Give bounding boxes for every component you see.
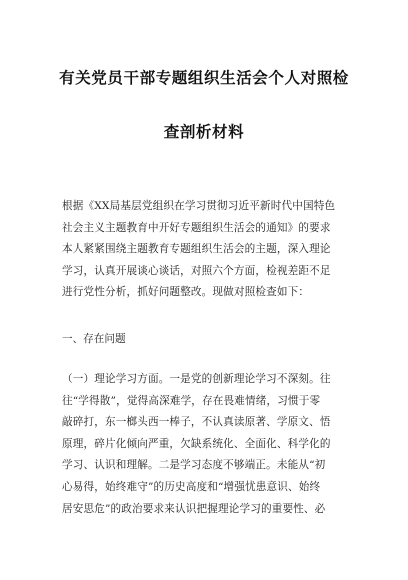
document-title-line-2: 查剖析材料 [163,123,245,141]
intro-line: 进行党性分析，抓好问题整改。现做对照检查如下： [62,286,310,299]
section-line: 原理，碎片化倾向严重，欠缺系统化、全面化、科学化的 [62,437,331,450]
intro-line: 学习，认真开展谈心谈话，对照六个方面，检视差距不足 [62,264,331,277]
section-line: 敲碎打，东一榔头西一棒子，不认真读原著、学原文、悟 [62,416,331,429]
intro-paragraph [62,196,348,304]
section-line: 学习、认识和理解。二是学习态度不够端正。未能从“初 [62,459,326,472]
intro-line: 本人紧紧围绕主题教育专题组织生活会的主题，深入理论 [62,243,331,256]
intro-line: 根据《XX局基层党组织在学习贯彻习近平新时代中国特色 [62,200,336,212]
section-line: （一）理论学习方面。一是党的创新理论学习不深刻。往 [62,373,331,385]
section-paragraph [62,369,348,520]
intro-line: 社会主义主题教育中开好专题组织生活会的通知》的要求 [62,221,331,234]
section-line: 往“学得散”，觉得高深难学，存在畏难情绪，习惯于零 [62,394,321,407]
section-line: 居安思危”的政治要求来认识把握理论学习的重要性、必 [62,502,326,515]
section-line: 心易得，始终难守”的历史高度和“增强忧患意识、始终 [62,480,321,493]
section-heading: 一、存在问题 [62,333,126,345]
document-title-line-1: 有关党员干部专题组织生活会个人对照检 [59,69,349,87]
